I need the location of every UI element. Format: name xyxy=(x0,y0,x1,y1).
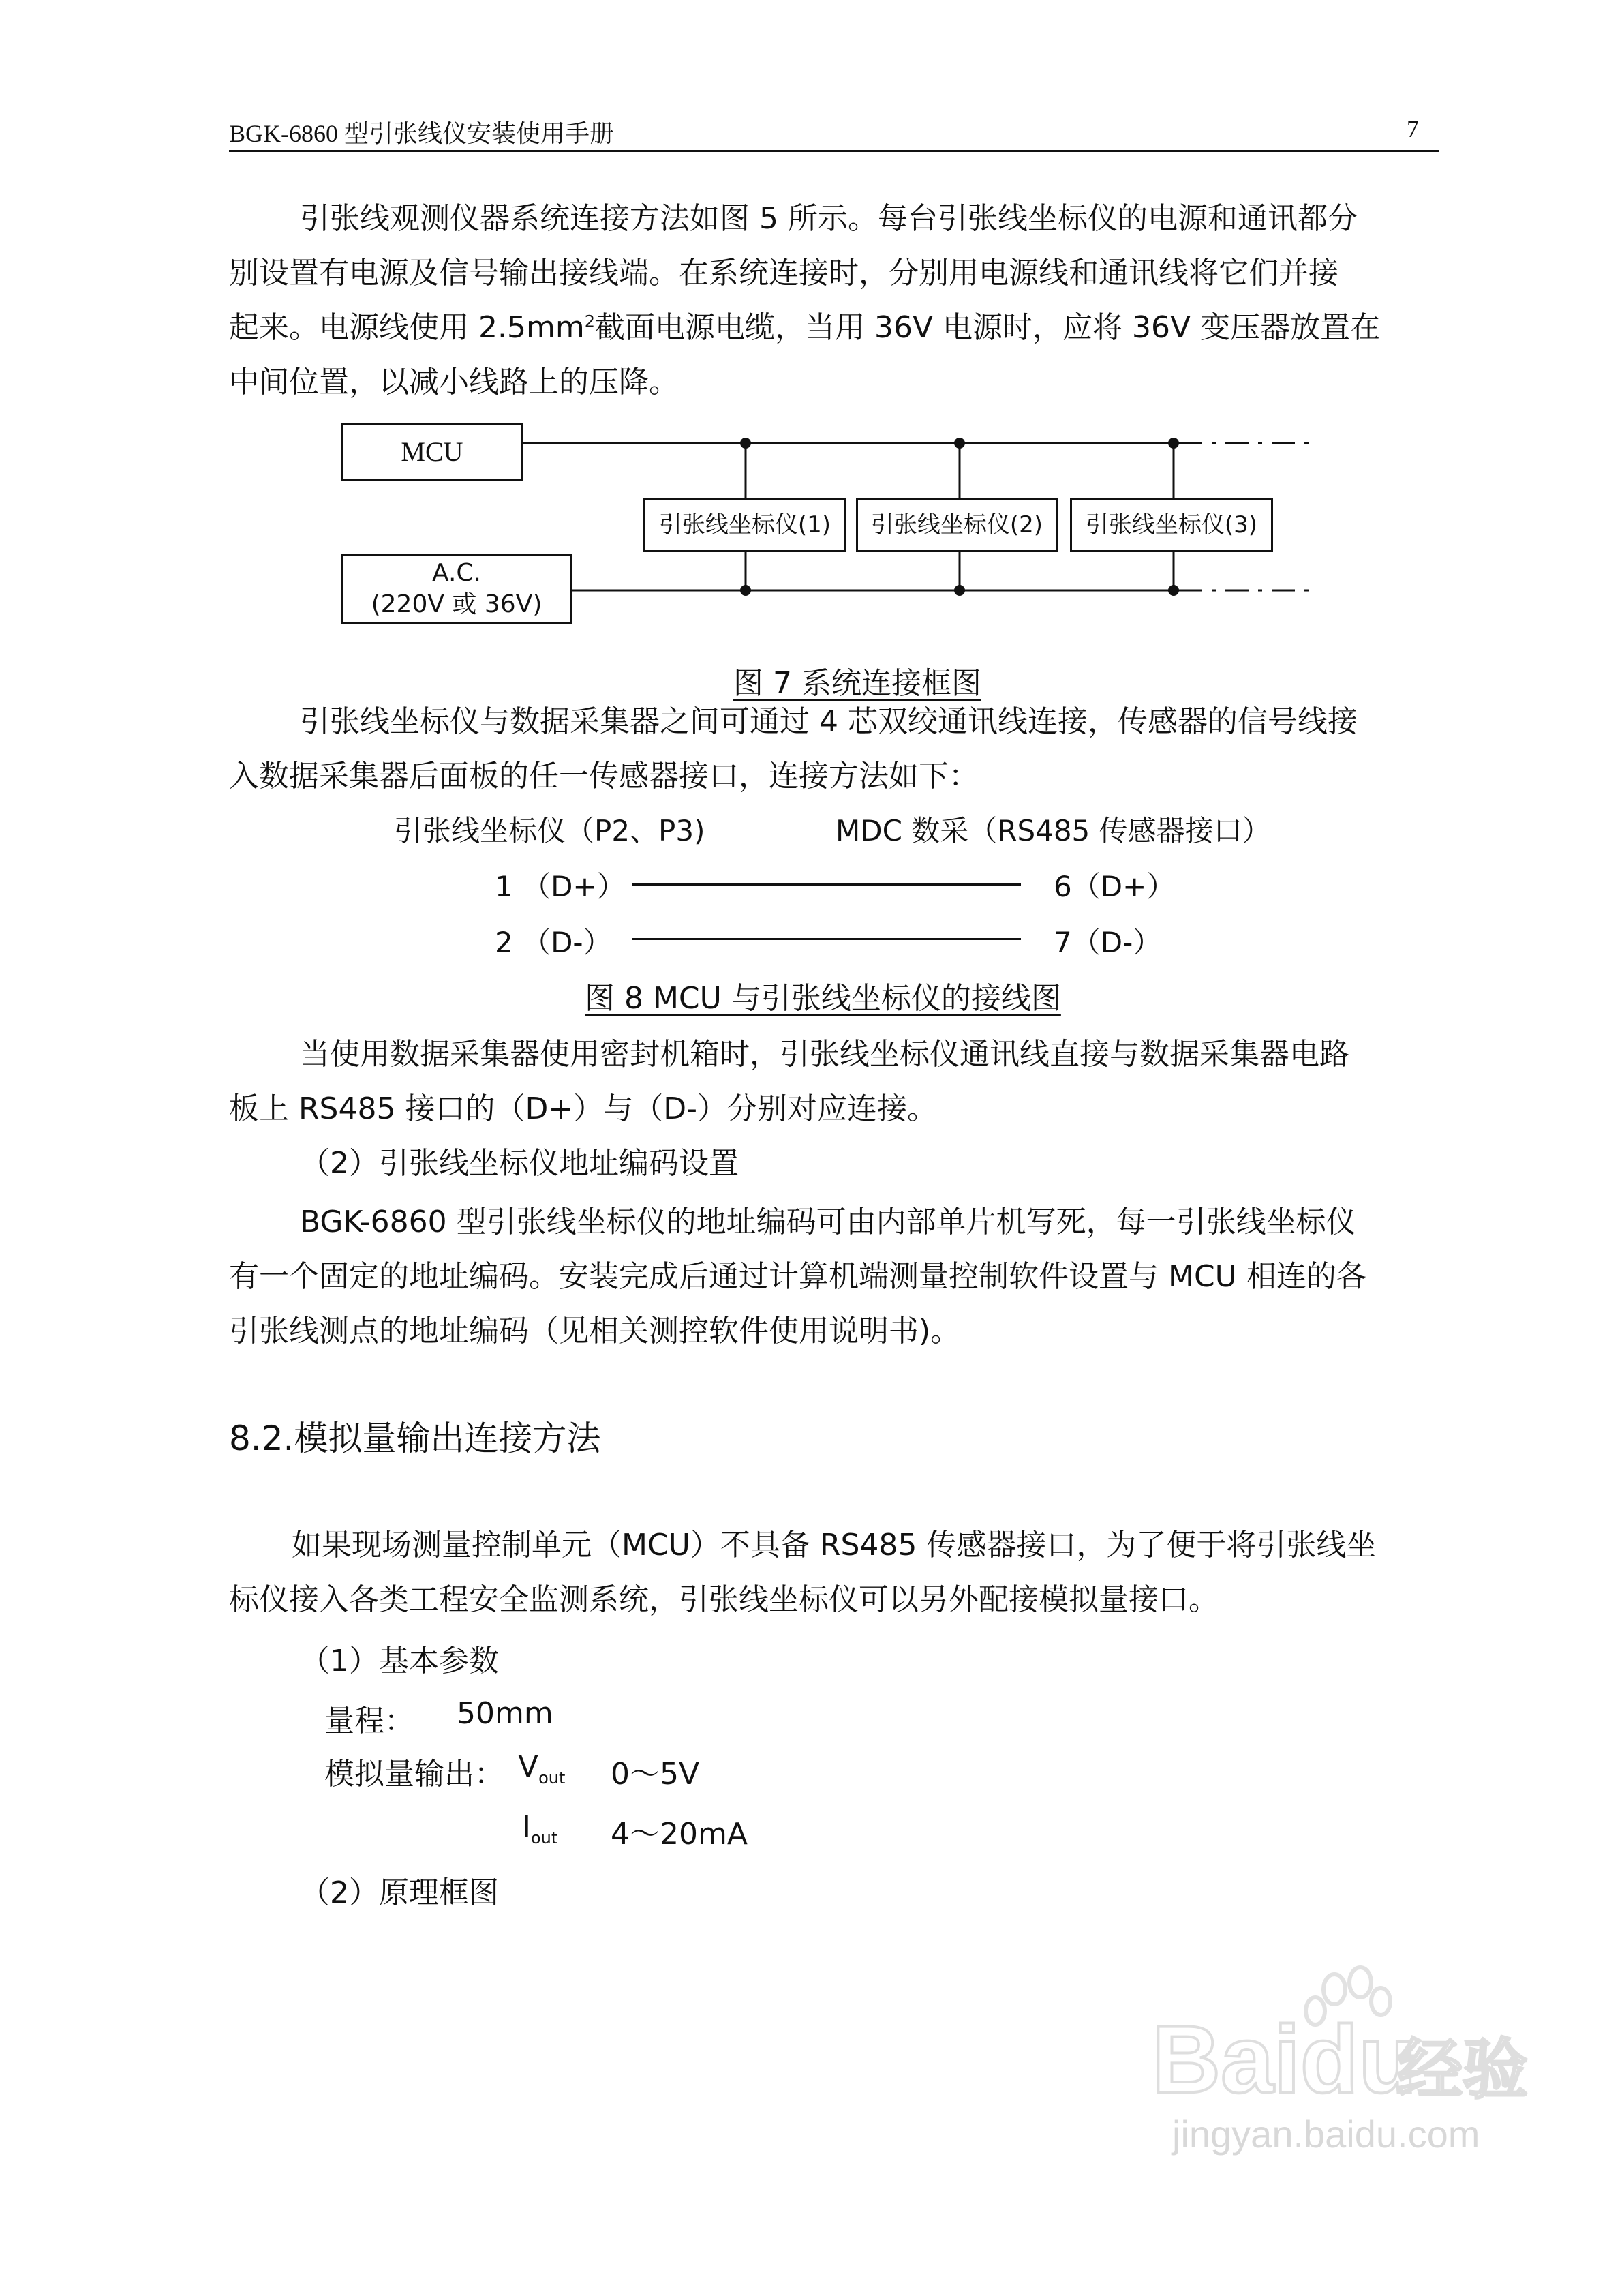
para1-line2: 别设置有电源及信号输出接线端。在系统连接时，分别用电源线和通讯线将它们并接 xyxy=(229,256,1338,290)
subsection-address-title: （2）引张线坐标仪地址编码设置 xyxy=(300,1146,739,1181)
para3-line1: 当使用数据采集器使用密封机箱时，引张线坐标仪通讯线直接与数据采集器电路 xyxy=(300,1037,1349,1072)
junction-dot xyxy=(740,438,751,449)
header-title: BGK-6860 型引张线仪安装使用手册 xyxy=(229,120,614,147)
analog-output-label: 模拟量输出： xyxy=(324,1757,504,1792)
device-box-2: 引张线坐标仪(2) xyxy=(856,498,1058,552)
watermark-brand: Baidu xyxy=(1152,2006,1417,2113)
v-out-symbol: $V_{out}$ xyxy=(518,1749,566,1787)
wire-line-1 xyxy=(632,883,1021,886)
para4-line3: 引张线测点的地址编码（见相关测控软件使用说明书)。 xyxy=(229,1314,961,1348)
device-box-3: 引张线坐标仪(3) xyxy=(1070,498,1273,552)
para2-line1: 引张线坐标仪与数据采集器之间可通过 4 芯双绞通讯线连接，传感器的信号线接 xyxy=(300,704,1358,739)
ac-box xyxy=(341,554,572,624)
para4-line2: 有一个固定的地址编码。安装完成后通过计算机端测量控制软件设置与 MCU 相连的各 xyxy=(229,1259,1366,1294)
junction-dot xyxy=(954,585,965,596)
fig8-caption: 图 8 MCU 与引张线坐标仪的接线图 xyxy=(585,981,1061,1016)
junction-dot xyxy=(954,438,965,449)
watermark-cn: 经验 xyxy=(1397,2031,1528,2108)
range-label: 量程： xyxy=(324,1704,414,1738)
wiring-row1-right: 6（D+） xyxy=(1054,870,1176,903)
junction-dot xyxy=(740,585,751,596)
para4-line1: BGK-6860 型引张线坐标仪的地址编码可由内部单片机写死，每一引张线坐标仪 xyxy=(300,1205,1356,1239)
page-number: 7 xyxy=(1407,115,1419,142)
fig7-caption: 图 7 系统连接框图 xyxy=(733,666,981,701)
wiring-row2-right: 7（D-） xyxy=(1054,926,1162,959)
section-title: 8.2.模拟量输出连接方法 xyxy=(229,1419,601,1458)
para1-line4: 中间位置，以减小线路上的压降。 xyxy=(229,365,679,399)
v-out-value: 0～5V xyxy=(611,1757,700,1792)
ac-label: A.C. xyxy=(431,559,482,587)
range-value: 50mm xyxy=(457,1696,553,1731)
para1-line3: 起来。电源线使用 $2.5mm^2$截面电源电缆，当用 36V 电源时，应将 36V 变压器放置在 xyxy=(229,310,1381,345)
superscript: 2 xyxy=(584,312,595,331)
para5-line1: 如果现场测量控制单元（MCU）不具备 RS485 传感器接口，为了便于将引张线坐 xyxy=(292,1528,1377,1562)
para2-line2: 入数据采集器后面板的任一传感器接口，连接方法如下： xyxy=(229,759,979,794)
watermark-url: jingyan.baidu.com xyxy=(1172,2113,1480,2156)
para5-line2: 标仪接入各类工程安全监测系统，引张线坐标仪可以另外配接模拟量接口。 xyxy=(229,1582,1219,1617)
wiring-left-header: 引张线坐标仪（P2、P3) xyxy=(394,814,705,847)
i-out-symbol: $I_{out}$ xyxy=(522,1809,558,1847)
device-box-1: 引张线坐标仪(1) xyxy=(643,498,846,552)
block-diagram-title: （2）原理框图 xyxy=(300,1875,499,1910)
i-out-value: 4～20mA xyxy=(611,1817,748,1852)
para3-line2: 板上 RS485 接口的（D+）与（D-）分别对应连接。 xyxy=(229,1091,937,1126)
para1-line1: 引张线观测仪器系统连接方法如图 5 所示。每台引张线坐标仪的电源和通讯都分 xyxy=(300,201,1358,236)
wire-line-2 xyxy=(632,938,1021,940)
baidu-watermark xyxy=(1152,1957,1533,2161)
mcu-box: MCU xyxy=(341,423,523,481)
wiring-right-header: MDC 数采（RS485 传感器接口） xyxy=(836,814,1271,847)
junction-dot xyxy=(1168,585,1179,596)
wiring-row2-left: 2 （D-） xyxy=(495,926,612,959)
junction-dot xyxy=(1168,438,1179,449)
wiring-row1-left: 1 （D+） xyxy=(495,870,626,903)
params-title: （1）基本参数 xyxy=(300,1644,499,1678)
ac-voltage: (220V 或 36V) xyxy=(371,590,542,618)
